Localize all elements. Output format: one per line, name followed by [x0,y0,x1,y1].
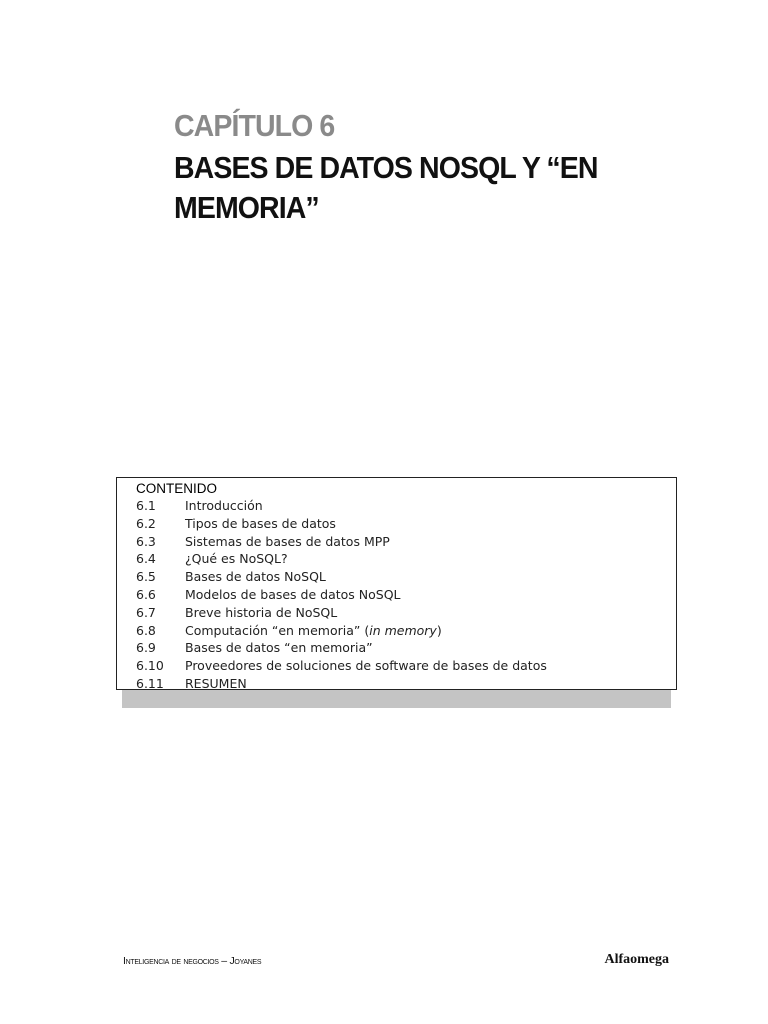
toc-item-number: 6.9 [136,640,156,656]
toc-item [136,657,676,675]
toc-item-title: RESUMEN [185,675,247,691]
toc-item-number: 6.11 [136,675,164,691]
toc-item-number: 6.10 [136,658,164,674]
footer-book-title: Inteligencia de negocios [123,955,219,967]
publisher-name: Alfaomega [604,952,669,967]
toc-item-title: Breve historia de NoSQL [185,604,338,620]
toc-item-title: Tipos de bases de datos [185,515,336,531]
toc-item-number: 6.4 [136,551,156,567]
toc-item-number: 6.5 [136,569,156,585]
toc-item [136,675,676,693]
toc-item-title: Modelos de bases de datos NoSQL [185,586,401,602]
toc-item [136,639,676,657]
toc-item-number: 6.8 [136,622,156,638]
toc-item [136,533,676,551]
toc-item [136,586,676,604]
toc-item [136,568,676,586]
footer-author: Joyanes [229,955,262,967]
running-footer [123,955,261,967]
toc-item-number: 6.6 [136,586,156,602]
toc-item [136,550,676,568]
contents-heading: CONTENIDO [136,481,217,496]
chapter-label: CAPÍTULO 6 [174,108,335,143]
toc-item-number: 6.3 [136,533,156,549]
chapter-title: BASES DE DATOS NOSQL Y “EN MEMORIA” [174,150,598,225]
toc-item [136,604,676,622]
toc-item-title-italic: in memory [369,622,437,638]
toc-item-number: 6.7 [136,604,156,620]
toc-item-title-part: Computación “en memoria” ( [185,622,370,638]
toc-item-number: 6.2 [136,515,156,531]
toc-item-title: Proveedores de soluciones de software de bases de datos [185,658,547,674]
toc-item-title: Introducción [185,498,263,513]
toc-item [136,497,676,515]
toc-item-title: ¿Qué es NoSQL? [185,551,288,567]
toc-item-title: Bases de datos “en memoria” [185,640,373,656]
toc-item-title [185,622,442,640]
toc-item-title: Sistemas de bases de datos MPP [185,533,390,549]
toc-item [136,622,676,640]
toc-item [136,515,676,533]
contents-box [116,477,677,690]
footer-separator: – [218,955,230,967]
toc-item-title-part: ) [436,622,442,638]
toc-item-title: Bases de datos NoSQL [185,569,326,585]
toc-item-number: 6.1 [136,498,156,513]
